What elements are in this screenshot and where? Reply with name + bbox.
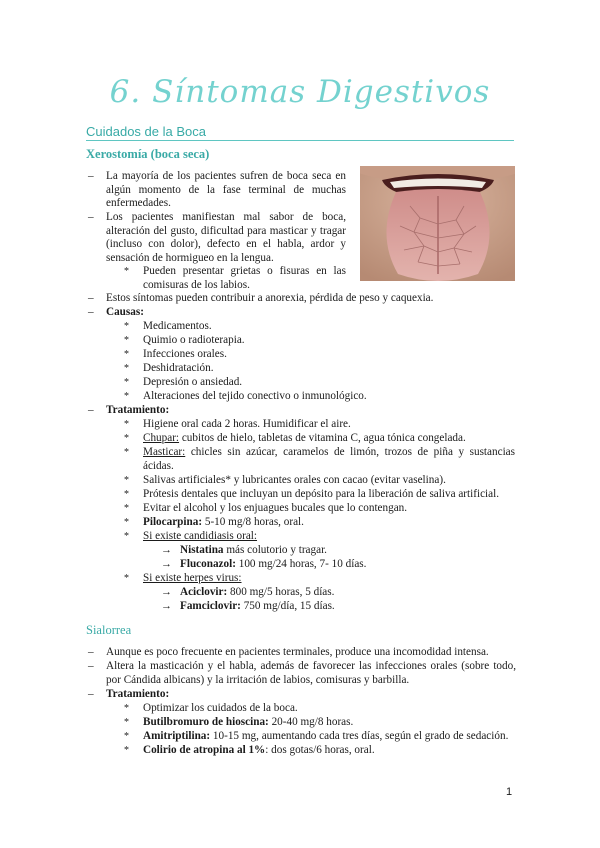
xero-intro-2: Los pacientes manifiestan mal sabor de boca, alteración del gusto, dificultad para masticar y tragar (incluso con dolor), defecto en el habla, ardor y sensación de hormigueo en la lengua. — [106, 211, 346, 264]
dash-glyph: – — [88, 404, 94, 416]
star-glyph: * — [124, 321, 129, 332]
star-glyph: * — [124, 503, 129, 514]
star-glyph: * — [124, 433, 129, 444]
colirio-line — [143, 744, 375, 758]
star-glyph: * — [124, 517, 129, 528]
causas-label: Causas: — [106, 306, 144, 318]
star-glyph: * — [124, 573, 129, 584]
arrow-glyph: → — [161, 544, 172, 556]
colirio-mid: al 1% — [236, 744, 266, 756]
star-glyph: * — [124, 703, 129, 714]
causa-item: Infecciones orales. — [143, 348, 227, 360]
causa-item: Quimio o radioterapia. — [143, 334, 245, 346]
herpes-label: Si existe herpes virus: — [143, 572, 242, 584]
star-glyph: * — [124, 377, 129, 388]
dash-glyph: – — [88, 211, 94, 223]
pilocarpina-label: Pilocarpina: — [143, 516, 203, 528]
trat-item: Prótesis dentales que incluyan un depósito para la liberación de saliva artificial. — [143, 488, 500, 500]
chupar-label: Chupar: — [143, 432, 180, 444]
star-glyph: * — [124, 419, 129, 430]
star-glyph: * — [124, 363, 129, 374]
star-glyph: * — [124, 391, 129, 402]
trat-item-masticar — [143, 446, 515, 473]
butilbromuro-text: 20-40 mg/8 horas. — [271, 716, 354, 728]
nistatina-label: Nistatina — [180, 544, 224, 556]
trat-item: Salivas artificiales* y lubricantes orales con cacao (evitar vaselina). — [143, 474, 446, 486]
amitriptilina-line — [143, 730, 508, 744]
dash-glyph: – — [88, 306, 94, 318]
fluconazol-line — [180, 558, 366, 572]
masticar-text: chicles sin azúcar, caramelos de limón, trozos de piña y sustancias ácidas. — [143, 446, 515, 472]
star-glyph: * — [124, 531, 129, 542]
tratamiento-label: Tratamiento: — [106, 404, 170, 416]
aciclovir-text: 800 mg/5 horas, 5 días. — [230, 586, 335, 598]
star-glyph: * — [124, 266, 129, 277]
dry-tongue-photo — [360, 166, 515, 281]
causa-item: Medicamentos. — [143, 320, 212, 332]
famciclovir-text: 750 mg/día, 15 días. — [243, 600, 335, 612]
xero-intro-1: La mayoría de los pacientes sufren de boca seca en algún momento de la fase terminal de muchas enfermedades. — [106, 170, 346, 209]
famciclovir-label: Famciclovir: — [180, 600, 241, 612]
dash-glyph: – — [88, 170, 94, 182]
trat-item: Higiene oral cada 2 horas. Humidificar el aire. — [143, 418, 351, 430]
amitriptilina-text: 10-15 mg, aumentando cada tres días, según el grado de sedación. — [212, 730, 509, 742]
sialo-trat-item: Optimizar los cuidados de la boca. — [143, 702, 298, 714]
xerostomia-heading: Xerostomía (boca seca) — [86, 147, 210, 161]
arrow-glyph: → — [161, 558, 172, 570]
aciclovir-label: Aciclovir: — [180, 586, 228, 598]
dash-glyph: – — [88, 292, 94, 304]
star-glyph: * — [124, 717, 129, 728]
fluconazol-text: 100 mg/24 horas, 7- 10 días. — [238, 558, 367, 570]
star-glyph: * — [124, 475, 129, 486]
section-heading: Cuidados de la Boca — [86, 124, 514, 141]
colirio-text: : dos gotas/6 horas, oral. — [265, 744, 375, 756]
pilocarpina-text: 5-10 mg/8 horas, oral. — [204, 516, 304, 528]
page-number: 1 — [506, 786, 513, 798]
chupar-text: cubitos de hielo, tabletas de vitamina C, agua tónica congelada. — [181, 432, 466, 444]
sialo-item: Aunque es poco frecuente en pacientes terminales, produce una incomodidad intensa. — [106, 646, 489, 658]
xero-anorexia: Estos síntomas pueden contribuir a anorexia, pérdida de peso y caquexia. — [106, 292, 434, 304]
trat-item: Evitar el alcohol y los enjuagues bucales que lo contengan. — [143, 502, 408, 514]
butilbromuro-label: Butilbromuro de hioscina: — [143, 716, 269, 728]
dash-glyph: – — [88, 646, 94, 658]
causa-item: Deshidratación. — [143, 362, 214, 374]
star-glyph: * — [124, 489, 129, 500]
star-glyph: * — [124, 335, 129, 346]
famciclovir-line — [180, 600, 335, 614]
page-title: 6. Síntomas Digestivos — [109, 74, 491, 110]
sialo-item: Altera la masticación y el habla, además de favorecer las infecciones orales (sobre todo, por Cándida albicans) y la irritación de labios, comisuras y barbilla. — [106, 660, 516, 686]
trat-item-chupar — [143, 432, 466, 446]
nistatina-text: más colutorio y tragar. — [226, 544, 327, 556]
star-glyph: * — [124, 447, 129, 458]
causa-item: Alteraciones del tejido conectivo o inmunológico. — [143, 390, 367, 402]
sialorrea-heading: Sialorrea — [86, 623, 132, 637]
dash-glyph: – — [88, 660, 94, 672]
causa-item: Depresión o ansiedad. — [143, 376, 243, 388]
dash-glyph: – — [88, 688, 94, 700]
fluconazol-label: Fluconazol: — [180, 558, 236, 570]
butilbromuro-line — [143, 716, 353, 730]
star-glyph: * — [124, 731, 129, 742]
trat-item-pilocarpina — [143, 516, 304, 530]
colirio-label: Colirio de atropina — [143, 744, 235, 756]
aciclovir-line — [180, 586, 334, 600]
star-glyph: * — [124, 349, 129, 360]
amitriptilina-label: Amitriptilina: — [143, 730, 211, 742]
nistatina-line — [180, 544, 327, 558]
arrow-glyph: → — [161, 600, 172, 612]
arrow-glyph: → — [161, 586, 172, 598]
xero-grietas: Pueden presentar grietas o fisuras en las comisuras de los labios. — [143, 265, 346, 291]
star-glyph: * — [124, 745, 129, 756]
candidiasis-label: Si existe candidiasis oral: — [143, 530, 258, 542]
masticar-label: Masticar: — [143, 446, 186, 458]
sialo-tratamiento-label: Tratamiento: — [106, 688, 170, 700]
